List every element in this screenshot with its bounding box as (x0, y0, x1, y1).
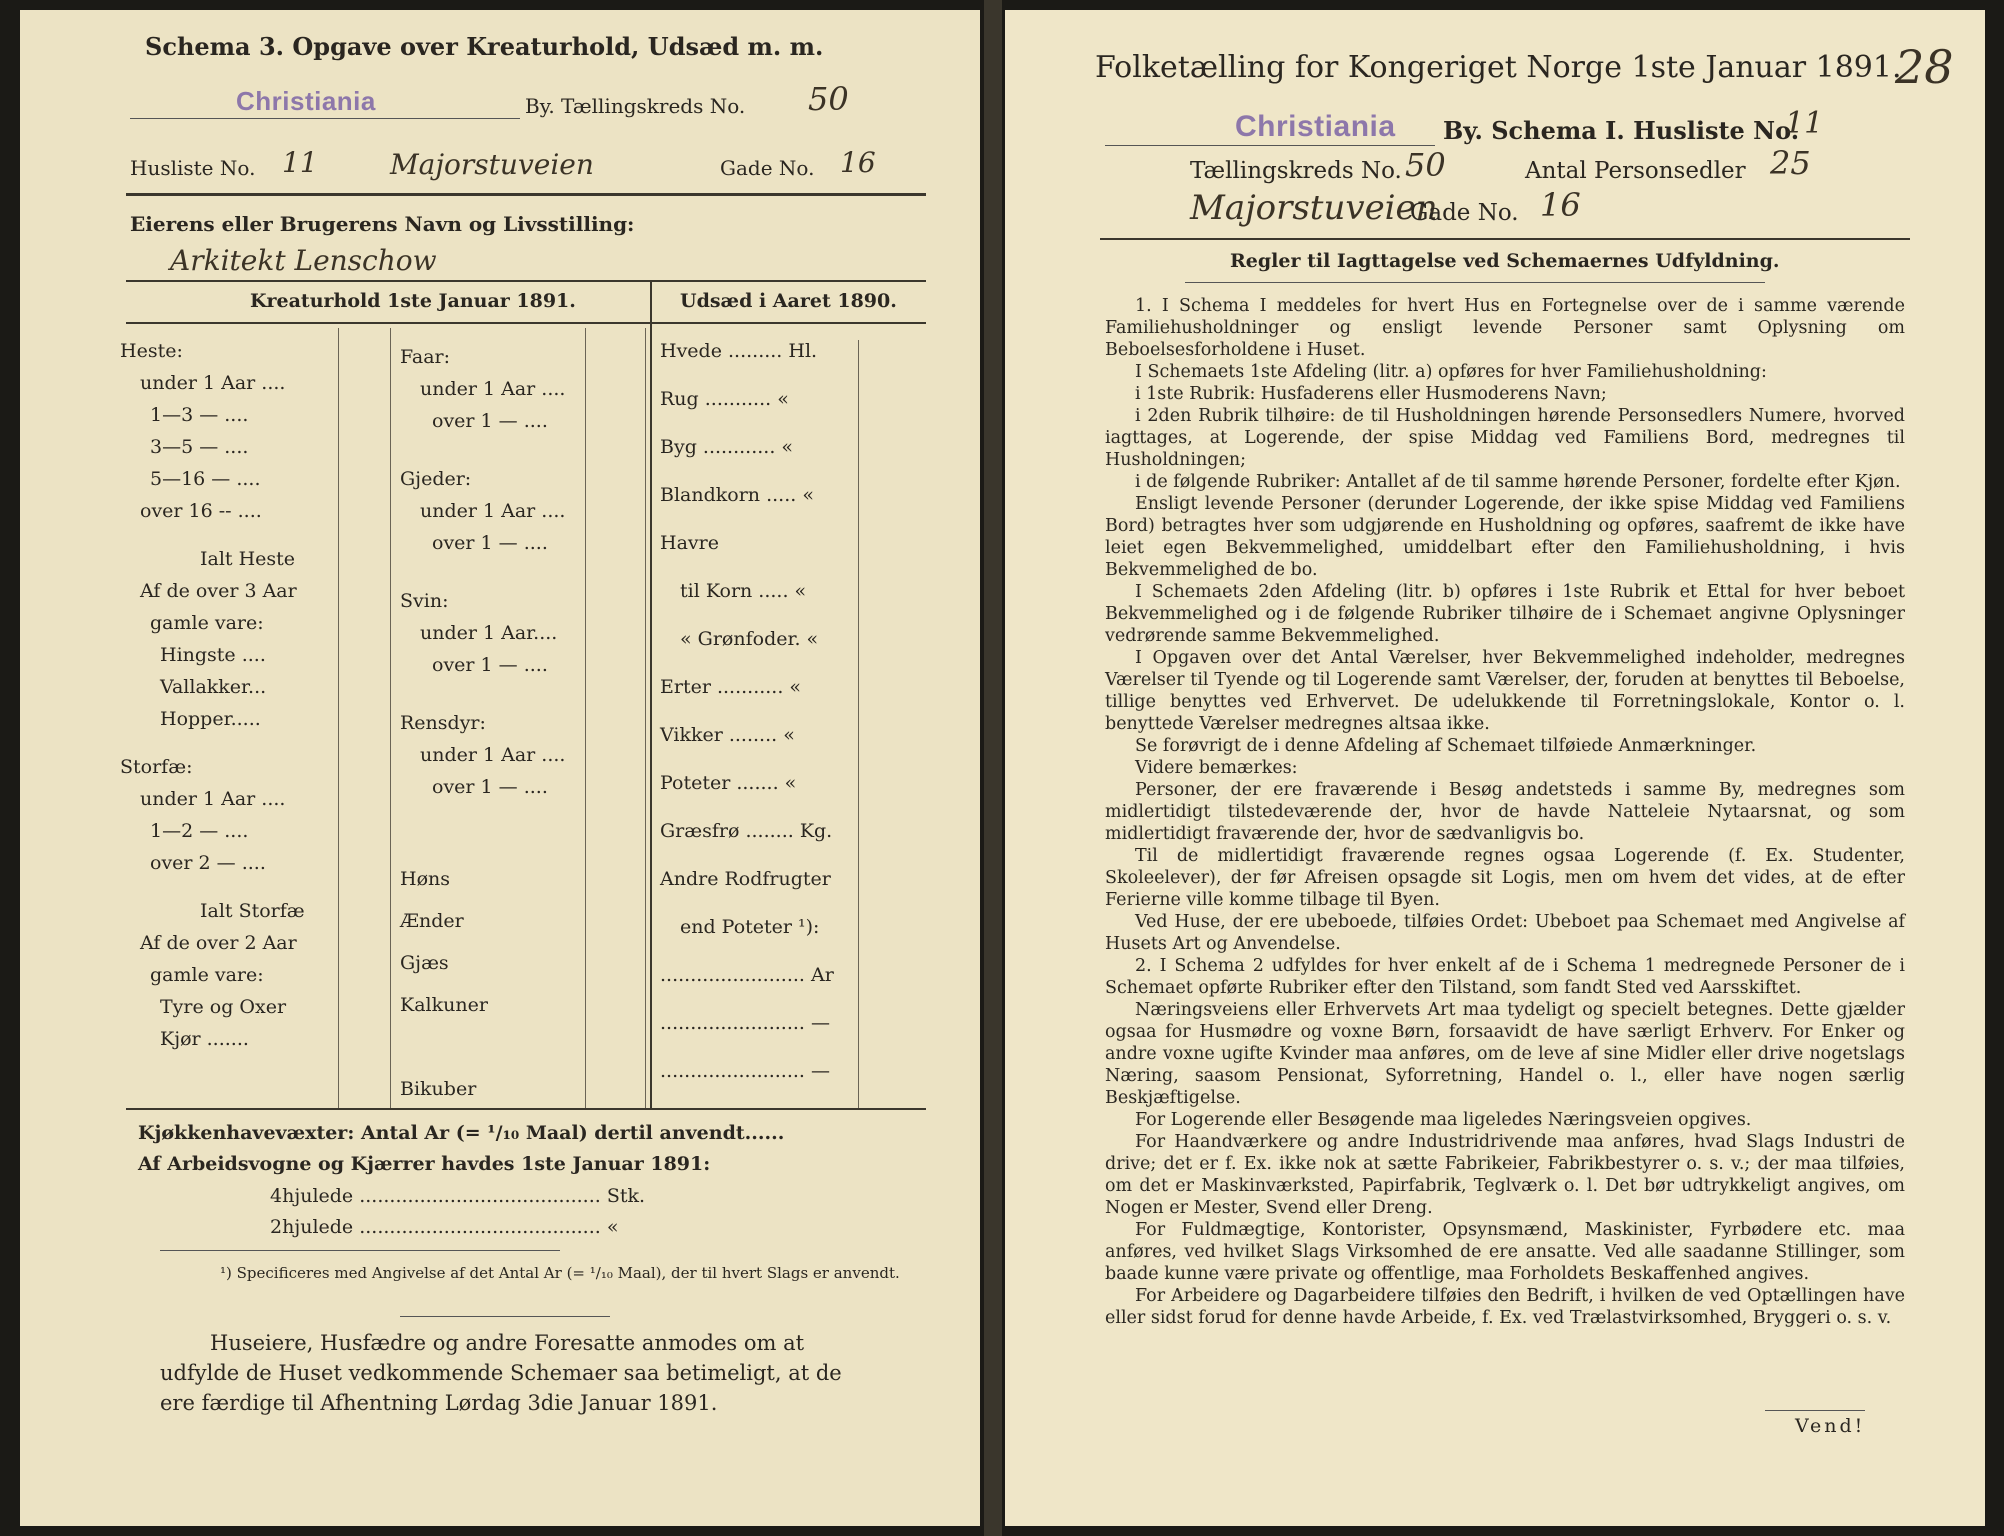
col3-row: ........................ — (660, 1012, 830, 1034)
rule-paragraph: Til de midlertidigt fraværende regnes ogsaa Logerende (f. Ex. Studenter, Skoleelever), der før Afreisen opsagde sit Logis, men om hvem det vides, at de efter Ferierne ville komme tilbage til Byen. (1105, 846, 1905, 910)
col2-row: over 1 — .... (432, 776, 548, 798)
street-name: Majorstuveien (390, 148, 594, 181)
antal-label: Antal Personsedler (1525, 158, 1746, 184)
rule-paragraph: Personer, der ere fraværende i Besøg andetsteds i samme By, medregnes som midlertidigt tilstedeværende der, hvor de havde Natteleie Nytaarsnat, og som midlertidigt fraværende der, hvor de sædvanligvis bo. (1105, 780, 1905, 844)
col2-row: Faar: (400, 346, 451, 368)
city-line (1105, 145, 1435, 146)
table-bottom-rule (126, 1108, 926, 1110)
col3-row: Byg ............ « (660, 436, 794, 458)
city-line (130, 118, 520, 119)
vend-label: Vend! (1795, 1415, 1866, 1437)
col1-row: Ialt Storfæ (200, 900, 305, 922)
table-head-rule (126, 322, 926, 324)
col1-row: under 1 Aar .... (140, 788, 286, 810)
col3-row: « Grønfoder. « (680, 628, 819, 650)
tk-number: 50 (1405, 146, 1446, 184)
col1-row: 5—16 — .... (150, 468, 261, 490)
rule-paragraph: For Haandværkere og andre Industridrivende maa anføres, hvad Slags Industri de drive; det er f. Ex. ikke nok at sætte Fabrikeier, Fabrikbestyrer o. s. v.; der maa tilføies, om det er Maskinværksted, Papirfabrik, Teglværk o. l. Det bør udtrykkeligt angives, om Nogen er Mester, Svend eller Dreng. (1105, 1132, 1905, 1218)
rule-paragraph: i 1ste Rubrik: Husfaderens eller Husmoderens Navn; (1135, 384, 1607, 404)
rule-paragraph: i 2den Rubrik tilhøire: de til Husholdningen hørende Personsedlers Numere, hvorved iagttages, at Logerende, der spise Middag ved Familiens Bord, medregnes til Husholdningen; (1105, 406, 1905, 470)
col1-row: Tyre og Oxer (160, 996, 287, 1018)
husliste-label: Husliste No. (130, 156, 256, 180)
arbeidsvogne-line: Af Arbeidsvogne og Kjærrer havdes 1ste Januar 1891: (138, 1153, 711, 1175)
col3-row: Andre Rodfrugter (660, 868, 831, 890)
owner-value: Arkitekt Lenschow (170, 244, 437, 277)
col1-row: Vallakker... (160, 676, 267, 698)
rule-paragraph: 1. I Schema I meddeles for hvert Hus en Fortegnelse over de i samme værende Familiehusholdninger og ensligt levende Personer samt Oplysning om Beboelsesforholdene i Huset. (1105, 296, 1905, 360)
header-rule (126, 193, 926, 196)
col1-row: over 2 — .... (150, 852, 266, 874)
col2-box-left (585, 328, 586, 1108)
kreatur-title: Kreaturhold 1ste Januar 1891. (250, 290, 576, 312)
col1-row: Kjør ....... (160, 1028, 249, 1050)
title-rule (1100, 238, 1910, 240)
col3-row: end Poteter ¹): (680, 916, 820, 938)
gade-label: Gade No. (1410, 200, 1519, 226)
rule-paragraph: I Schemaets 2den Afdeling (litr. b) opføres i 1ste Rubrik et Ettal for hver beboet Bekvemmelighed og i de følgende Rubriker tilhøire de i Schemaet angivne Oplysninger vedrørende samme Bekvemmelighed. (1105, 582, 1905, 646)
col1-divider (390, 328, 391, 1108)
col2-row: Kalkuner (400, 994, 488, 1016)
rule-paragraph: I Schemaets 1ste Afdeling (litr. a) opføres for hver Familiehusholdning: (1135, 362, 1767, 382)
footnote-rule (160, 1250, 560, 1251)
tk-label: Tællingskreds No. (1190, 158, 1402, 184)
col3-row: til Korn ..... « (680, 580, 807, 602)
table-top-rule (126, 280, 926, 282)
city-stamp: Christiania (236, 86, 376, 116)
husliste-number: 11 (1785, 106, 1824, 141)
rules-title: Regler til Iagttagelse ved Schemaernes Udfyldning. (1230, 250, 1780, 272)
rule-paragraph: I Opgaven over det Antal Værelser, hver Bekvemmelighed indeholder, medregnes Værelser til Tyende og til Logerende samt Værelser, der, foruden at benyttes til Beboelse, tillige benyttes ved Erhvervet. De udelukkende til Forretningslokale, Kontor o. l. benyttede Værelser medregnes altsaa ikke. (1105, 648, 1905, 734)
col1-box-left (338, 328, 339, 1108)
closing-line-3: ere færdige til Afhentning Lørdag 3die Januar 1891. (160, 1391, 718, 1415)
rule-paragraph: Ved Huse, der ere ubeboede, tilføies Ordet: Ubeboet paa Schemaet med Angivelse af Husets Art og Anvendelse. (1105, 912, 1905, 954)
closing-notice (160, 1328, 940, 1418)
col3-row: Græsfrø ........ Kg. (660, 820, 833, 842)
col1-row: 3—5 — .... (150, 436, 249, 458)
col3-row: Erter ........... « (660, 676, 802, 698)
four-wheeled-line: 4hjulede ........................................ Stk. (270, 1185, 646, 1207)
street-name: Majorstuveien (1190, 188, 1438, 228)
col1-row: gamle vare: (150, 612, 264, 634)
book-spine (984, 0, 1002, 1536)
col3-row: Vikker ........ « (660, 724, 795, 746)
vend-rule (1765, 1410, 1865, 1411)
col2-row: Rensdyr: (400, 712, 486, 734)
col2-row: Ænder (400, 910, 464, 932)
col2-row: over 1 — .... (432, 654, 548, 676)
col1-row: gamle vare: (150, 964, 264, 986)
closing-line-1: Huseiere, Husfædre og andre Foresatte anmodes om at (210, 1331, 805, 1355)
col3-box-left (858, 340, 859, 1110)
col3-row: Havre (660, 532, 719, 554)
page-number: 28 (1895, 40, 1954, 94)
city-stamp: Christiania (1235, 110, 1396, 143)
col1-row: Storfæ: (120, 756, 193, 778)
col3-row: ........................ — (660, 1060, 830, 1082)
census-title: Folketælling for Kongeriget Norge 1ste Januar 1891. (1095, 50, 1902, 85)
col2-row: over 1 — .... (432, 410, 548, 432)
col2-box-right (645, 328, 646, 1108)
col2-row: Høns (400, 868, 450, 890)
col1-row: Hopper..... (160, 708, 261, 730)
col3-row: ........................ Ar (660, 964, 834, 986)
schema1-husliste-label: By. Schema I. Husliste No. (1443, 116, 1800, 145)
col1-row: over 16 -- .... (140, 500, 262, 522)
col2-row: Bikuber (400, 1078, 477, 1100)
col1-row: under 1 Aar .... (140, 372, 286, 394)
col1-row: 1—2 — .... (150, 820, 249, 842)
col2-row: Gjæs (400, 952, 449, 974)
rule-paragraph: For Arbeidere og Dagarbeidere tilføies den Bedrift, i hvilken de ved Optællingen have eller sidst forud for denne havde Arbeide, f. Ex. ved Trælastvirksomhed, Bryggeri o. s. v. (1105, 1286, 1905, 1328)
rule-paragraph: Ensligt levende Personer (derunder Logerende, der ikke spise Middag ved Familiens Bord) betragtes hver som udgjørende en Husholdning og opføres, saafremt de ikke have leiet egen Bekvemmelighed, umiddelbart efter den Familiehusholdning, i hvis Bekvemmelighed de bo. (1105, 494, 1905, 580)
section-divider (650, 280, 652, 1110)
col2-row: over 1 — .... (432, 532, 548, 554)
col1-row: Heste: (120, 340, 183, 362)
right-page-schema-1 (1005, 10, 1985, 1526)
col2-row: under 1 Aar .... (420, 500, 566, 522)
owner-label: Eierens eller Brugerens Navn og Livsstilling: (130, 212, 635, 236)
col2-row: Gjeder: (400, 468, 472, 490)
col2-row: under 1 Aar .... (420, 744, 566, 766)
col2-row: under 1 Aar.... (420, 622, 558, 644)
left-page-schema-3 (20, 10, 980, 1526)
by-tk-label: By. Tællingskreds No. (525, 94, 746, 118)
col1-row: Ialt Heste (200, 548, 296, 570)
closing-rule (400, 1316, 610, 1317)
col3-row: Blandkorn ..... « (660, 484, 814, 506)
gade-number: 16 (840, 146, 876, 179)
kjokkenhave-line: Kjøkkenhavevæxter: Antal Ar (= ¹/₁₀ Maal) dertil anvendt...... (138, 1122, 785, 1144)
rule-paragraph: Næringsveiens eller Erhvervets Art maa tydeligt og specielt betegnes. Dette gjælder ogsaa for Husmødre og voxne Børn, forsaavidt de have særligt Erhverv. For Enker og andre voxne ugifte Kvinder maa anføres, om de leve af sine Midler eller drive nogetslags Næring, saasom Pensionat, Syforretning, Handel o. l., eller have nogen særlig Beskjæftigelse. (1105, 1000, 1905, 1108)
rule-paragraph: Se forøvrigt de i denne Afdeling af Schemaet tilføiede Anmærkninger. (1135, 736, 1757, 756)
rule-paragraph: For Logerende eller Besøgende maa ligeledes Næringsveien opgives. (1135, 1110, 1752, 1130)
rules-text (1105, 295, 1905, 1329)
husliste-number: 11 (282, 146, 318, 179)
footnote: ¹) Specificeres med Angivelse af det Antal Ar (= ¹/₁₀ Maal), der til hvert Slags er anvendt. (220, 1264, 900, 1282)
udsaed-title: Udsæd i Aaret 1890. (680, 290, 897, 312)
rules-title-rule (1185, 282, 1765, 283)
col1-row: Af de over 2 Aar (140, 932, 297, 954)
col2-row: under 1 Aar .... (420, 378, 566, 400)
col3-row: Hvede ......... Hl. (660, 340, 818, 362)
closing-line-2: udfylde de Huset vedkommende Schemaer saa betimeligt, at de (160, 1361, 842, 1385)
rule-paragraph: i de følgende Rubriker: Antallet af de til samme hørende Personer, fordelte efter Kjøn. (1135, 472, 1901, 492)
col1-row: Af de over 3 Aar (140, 580, 297, 602)
rule-paragraph: 2. I Schema 2 udfyldes for hver enkelt af de i Schema 1 medregnede Personer de i Schemaet opførte Rubriker efter den Tilstand, som fandt Sted ved Aarsskiftet. (1105, 956, 1905, 998)
col1-row: 1—3 — .... (150, 404, 249, 426)
gade-label: Gade No. (720, 156, 815, 180)
rule-paragraph: For Fuldmægtige, Kontorister, Opsynsmænd, Maskinister, Fyrbødere etc. maa anføres, ved hvilket Slags Virksomhed de ere ansatte. Ved alle saadanne Stillinger, som baade kunne være private og offentlige, maa Forholdets Beskaffenhed angives. (1105, 1220, 1905, 1284)
schema3-title: Schema 3. Opgave over Kreaturhold, Udsæd m. m. (145, 32, 824, 61)
col3-row: Poteter ....... « (660, 772, 797, 794)
two-wheeled-line: 2hjulede ........................................ « (270, 1216, 619, 1238)
antal-number: 25 (1770, 144, 1811, 182)
col3-row: Rug ........... « (660, 388, 789, 410)
col1-row: Hingste .... (160, 644, 266, 666)
tk-number: 50 (808, 80, 849, 118)
col2-row: Svin: (400, 590, 449, 612)
rule-paragraph: Videre bemærkes: (1135, 758, 1298, 778)
gade-number: 16 (1540, 186, 1581, 224)
